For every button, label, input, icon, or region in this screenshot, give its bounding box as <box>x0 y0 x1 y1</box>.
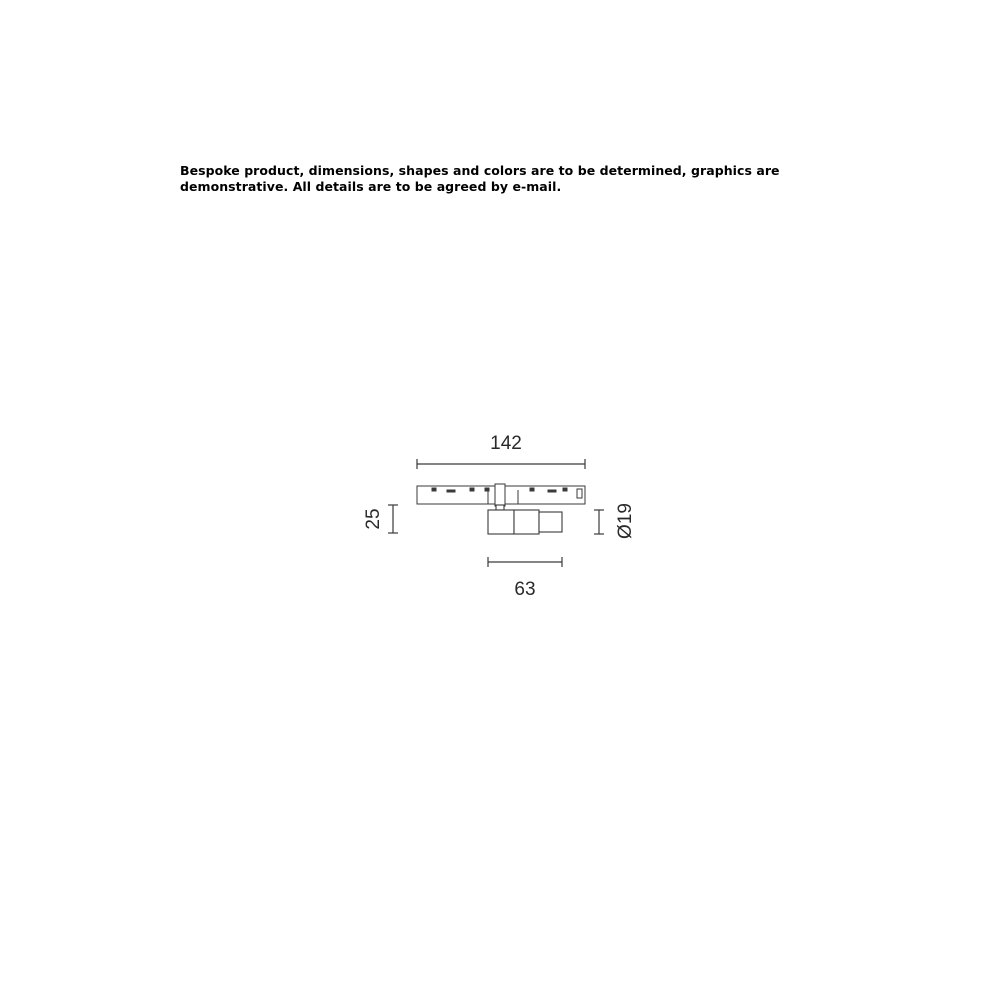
spotlight-mid-body <box>514 510 539 534</box>
diameter-dimension <box>594 510 604 534</box>
spotlight-rear-body <box>488 510 514 534</box>
track-detail-6 <box>548 490 556 492</box>
diameter-label: Ø19 <box>615 503 636 539</box>
overall-length-dimension <box>417 459 585 469</box>
height-label: 25 <box>363 508 384 530</box>
overall-length-label: 142 <box>490 433 522 454</box>
track-detail-2 <box>447 490 455 492</box>
track-detail-7 <box>563 488 567 491</box>
spot-length-dimension <box>488 557 562 567</box>
track-detail-3 <box>470 488 474 491</box>
spotlight-front-lens <box>539 512 562 532</box>
track-body <box>417 484 585 506</box>
disclaimer-text: Bespoke product, dimensions, shapes and colors are to be determined, graphics are demonstrative. All details are to be agreed by e-mail. <box>180 163 780 194</box>
spot-length-label: 63 <box>514 579 536 600</box>
height-dimension <box>388 505 398 533</box>
track-detail-1 <box>432 488 436 491</box>
connector-block <box>495 484 505 506</box>
track-end-cap <box>577 489 582 498</box>
spotlight-joint <box>496 505 504 510</box>
spotlight <box>488 505 562 534</box>
track-detail-5 <box>530 488 534 491</box>
